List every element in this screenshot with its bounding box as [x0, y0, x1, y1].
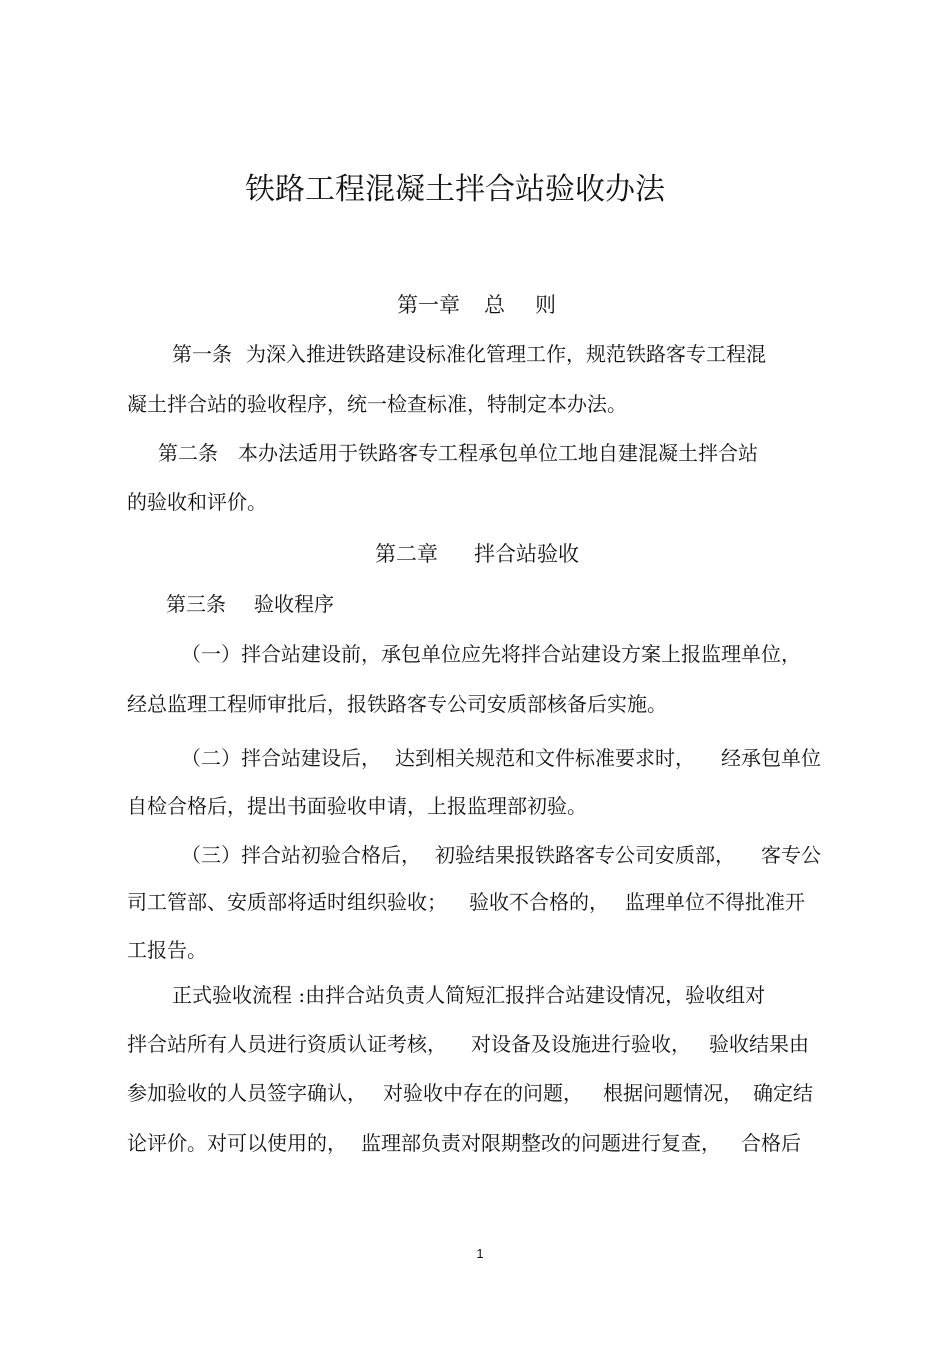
formal-text-j: 合格后	[741, 1131, 801, 1155]
item-3-text-f: 监理单位不得批准开	[625, 890, 805, 914]
item-3-line-2	[127, 890, 805, 914]
item-3-line-1	[181, 843, 821, 867]
formal-process-line-4	[127, 1131, 801, 1155]
item-2-line-2: 自检合格后，提出书面验收申请，上报监理部初验。	[127, 794, 587, 818]
formal-text-c: 验收结果由	[709, 1032, 809, 1056]
formal-text-g: 确定结	[753, 1081, 813, 1105]
article-1-label: 第一条	[172, 342, 232, 366]
chapter-1-title-part-b: 则	[535, 293, 556, 317]
item-2-text-c: 经承包单位	[721, 746, 821, 770]
item-3-text-a: （三）拌合站初验合格后，	[181, 843, 421, 867]
chapter-2-heading	[375, 541, 579, 567]
article-2-line-2: 的验收和评价。	[127, 490, 267, 514]
formal-text-d: 参加验收的人员签字确认，	[127, 1081, 367, 1105]
formal-text-e: 对验收中存在的问题，	[383, 1081, 583, 1105]
formal-text-h: 论评价。对可以使用的，	[127, 1131, 347, 1155]
item-3-text-b: 初验结果报铁路客专公司安质部，	[435, 843, 735, 867]
article-2-text-1: 本办法适用于铁路客专工程承包单位工地自建混凝土拌合站	[238, 441, 758, 465]
formal-process-line-3	[127, 1081, 813, 1105]
formal-text-f: 根据问题情况，	[603, 1081, 743, 1105]
formal-process-line-2	[127, 1032, 809, 1056]
chapter-1-title-part-a: 总	[484, 293, 505, 317]
item-3-text-c: 客专公	[761, 843, 821, 867]
chapter-2-title: 拌合站验收	[474, 542, 579, 566]
item-2-line-1	[181, 746, 821, 770]
chapter-2-number: 第二章	[375, 542, 438, 566]
formal-text-b: 对设备及设施进行验收，	[471, 1032, 691, 1056]
item-1-line-1: （一）拌合站建设前，承包单位应先将拌合站建设方案上报监理单位，	[181, 642, 801, 666]
item-3-text-e: 验收不合格的，	[469, 890, 609, 914]
formal-text-a: 拌合站所有人员进行资质认证考核，	[127, 1032, 447, 1056]
formal-text-i: 监理部负责对限期整改的问题进行复查，	[361, 1131, 721, 1155]
document-title: 铁路工程混凝土拌合站验收办法	[245, 172, 665, 207]
item-1-line-2: 经总监理工程师审批后，报铁路客专公司安质部核备后实施。	[127, 692, 667, 716]
article-2-line-1	[158, 441, 758, 465]
page-number: 1	[476, 1246, 484, 1261]
article-1-line-2: 凝土拌合站的验收程序，统一检查标准，特制定本办法。	[127, 392, 627, 416]
article-3-label: 第三条	[166, 592, 226, 616]
article-3-heading	[166, 592, 334, 616]
formal-process-line-1: 正式验收流程 :由拌合站负责人简短汇报拌合站建设情况，验收组对	[172, 983, 766, 1007]
item-3-line-3: 工报告。	[127, 938, 207, 962]
item-2-text-a: （二）拌合站建设后，	[181, 746, 381, 770]
item-2-text-b: 达到相关规范和文件标准要求时，	[395, 746, 695, 770]
article-3-title: 验收程序	[254, 592, 334, 616]
article-1-text-1: 为深入推进铁路建设标准化管理工作，规范铁路客专工程混	[246, 342, 766, 366]
article-2-label: 第二条	[158, 441, 218, 465]
article-1-line-1	[172, 342, 766, 366]
chapter-1-heading	[397, 292, 556, 318]
item-3-text-d: 司工管部、安质部将适时组织验收；	[127, 890, 447, 914]
chapter-1-number: 第一章	[397, 293, 460, 317]
